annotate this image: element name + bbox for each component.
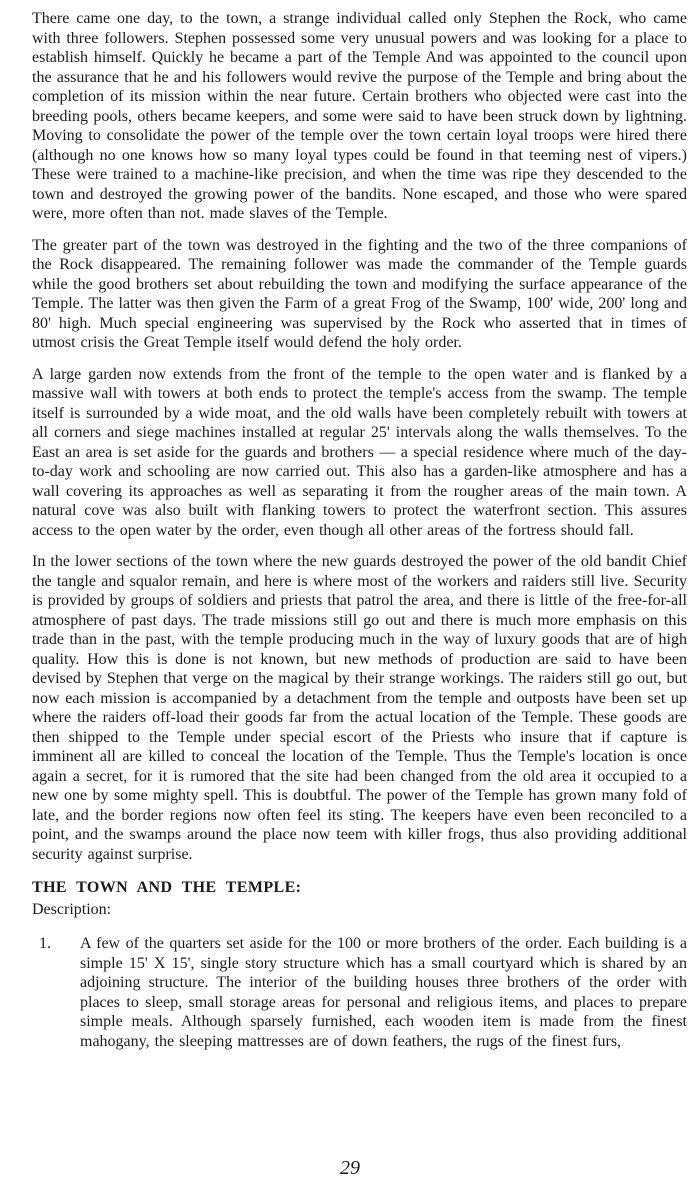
section-heading: THE TOWN AND THE TEMPLE: [32, 879, 302, 896]
body-paragraph-4: In the lower sections of the town where the new guards destroyed the power of the old bandit Chief the tangle and squalor remain, and here is where most of the workers and raiders still live. Security is provided by groups of soldiers and priests that patrol the area, and there is little of the free-for-all atmosphere of past days. The trade missions still go out and there is much more emphasis on this trade than in the past, with the temple producing much in the way of luxury goods that are of high quality. How this is done is not known, but new methods of production are said to have been devised by Stephen that verge on the magical by their strange workings. The raiders still go out, but now each mission is accompanied by a detachment from the temple and outposts have been set up where the raiders off-load their goods far from the actual location of the Temple. These goods are then shipped to the Temple under special escort of the Priests who insure that if capture is imminent all are killed to conceal the location of the Temple. Thus the Temple's location is once again a secret, for it is rumored that the site had been changed from the old area it occupied to a new one by some mighty spell. This is doubtful. The power of the Temple has grown many fold of late, and the border regions now often feel its sting. The keepers have even been reconciled to a point, and the swamps around the place now teem with killer frogs, thus also providing additional security against surprise. [32, 553, 687, 863]
list-item [32, 934, 687, 1051]
body-paragraph-2: The greater part of the town was destroyed in the fighting and the two of the three companions of the Rock disappeared. The remaining follower was made the commander of the Temple guards while the good brothers set about rebuilding the town and modifying the surface appearance of the Temple. The latter was then given the Farm of a great Frog of the Swamp, 100' wide, 200' long and 80' high. Much special engineering was supervised by the Rock who asserted that in times of utmost crisis the Great Temple itself would defend the holy order. [32, 236, 687, 351]
body-paragraph-3: A large garden now extends from the front of the temple to the open water and is flanked by a massive wall with towers at both ends to protect the temple's access from the swamp. The temple itself is surrounded by a wide moat, and the old walls have been completely rebuilt with towers at all corners and siege machines installed at regular 25' intervals along the walls themselves. To the East an area is set aside for the guards and brothers — a special residence where much of the day-to-day work and schooling are now carried out. This also has a garden-like atmosphere and has a wall covering its approaches as well as separating it from the rougher areas of the main town. A natural cove was also built with flanking towers to protect the waterfront section. This assures access to the open water by the order, even though all other areas of the fortress should fall. [32, 365, 687, 539]
description-list [32, 934, 687, 1051]
page-number: 29 [340, 1156, 360, 1179]
list-item-text: A few of the quarters set aside for the 100 or more brothers of the order. Each building is a simple 15' X 15', single story structure which has a small courtyard which is shared by an adjoining structure. The interior of the building houses three brothers of the order with places to sleep, small storage areas for personal and religious items, and places to prepare simple meals. Although sparsely furnished, each wooden item is made from the finest mahogany, the sleeping mattresses are of down feathers, the rugs of the finest furs, [80, 935, 687, 1050]
body-paragraph-1: There came one day, to the town, a strange individual called only Stephen the Rock, who came with three followers. Stephen possessed some very unusual powers and was looking for a place to establish himself. Quickly he became a part of the Temple And was appointed to the council upon the assurance that he and his followers would revive the purpose of the Temple and bring about the completion of its mission within the near future. Certain brothers who objected were cast into the breeding pools, others became keepers, and some were said to have been struck down by lightning. Moving to consolidate the power of the temple over the town certain loyal troops were hired there (although no one knows how so many loyal types could be found in that teeming nest of vipers.) These were trained to a machine-like precision, and when the time was ripe they descended to the town and destroyed the growing power of the bandits. None escaped, and those who were spared were, more often than not. made slaves of the Temple. [32, 10, 687, 222]
section-subheading: Description: [32, 900, 112, 918]
list-item-number: 1. [39, 935, 51, 952]
